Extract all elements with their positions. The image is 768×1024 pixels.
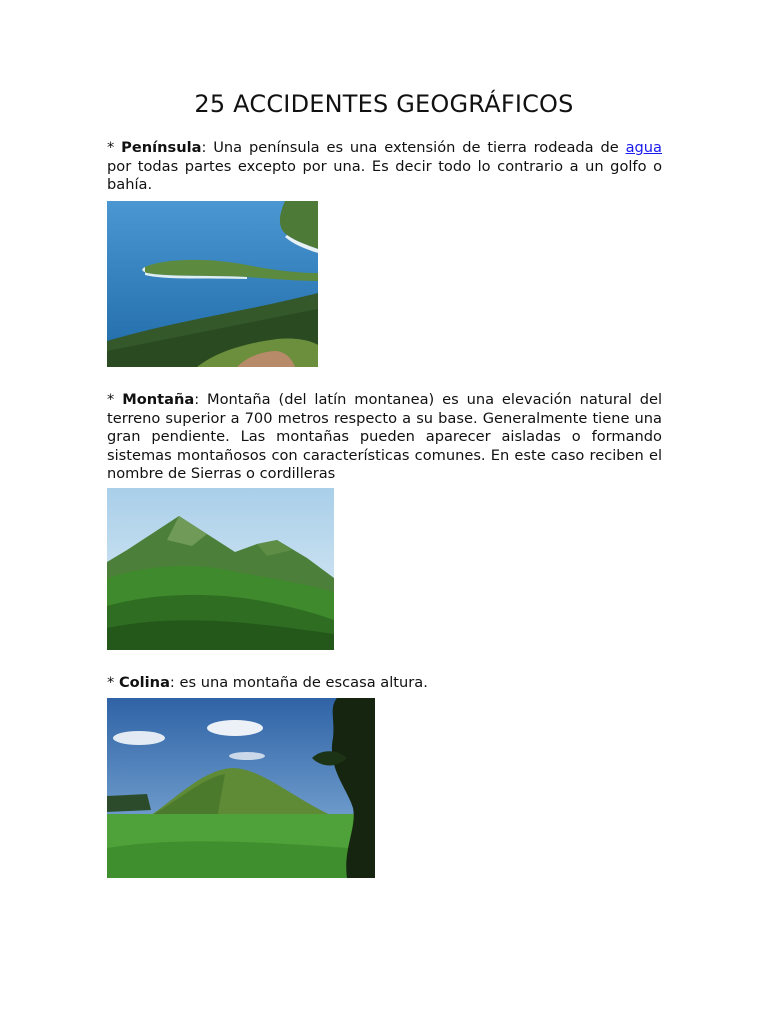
montana-paragraph bbox=[107, 391, 662, 484]
montana-bullet: * bbox=[107, 391, 123, 408]
colina-text: : es una montaña de escasa altura. bbox=[169, 674, 428, 691]
agua-link[interactable]: agua bbox=[625, 139, 662, 156]
montana-term: Montaña bbox=[122, 391, 195, 408]
peninsula-text-before-link: : Una península es una extensión de tierra rodeada de bbox=[201, 139, 626, 156]
colina-bullet: * bbox=[107, 674, 119, 691]
colina-photo bbox=[107, 698, 375, 878]
peninsula-text-after-link: por todas partes excepto por una. Es decir todo lo contrario a un golfo o bahía. bbox=[107, 157, 662, 193]
montana-text: : Montaña (del latín montanea) es una elevación natural del terreno superior a 700 metros respecto a su base. Generalmente tiene una gran pendiente. Las montañas pueden aparecer aisladas o formando sistemas montañosos con características comunes. En este caso reciben el nombre de Sierras o cordilleras bbox=[107, 391, 662, 482]
peninsula-bullet: * bbox=[107, 139, 122, 156]
colina-paragraph bbox=[107, 674, 662, 693]
peninsula-photo bbox=[107, 201, 318, 367]
colina-term: Colina bbox=[118, 674, 170, 691]
document-title: 25 ACCIDENTES GEOGRÁFICOS bbox=[194, 90, 574, 118]
peninsula-paragraph bbox=[107, 139, 662, 195]
montana-photo bbox=[107, 488, 334, 650]
peninsula-term: Península bbox=[121, 139, 202, 156]
